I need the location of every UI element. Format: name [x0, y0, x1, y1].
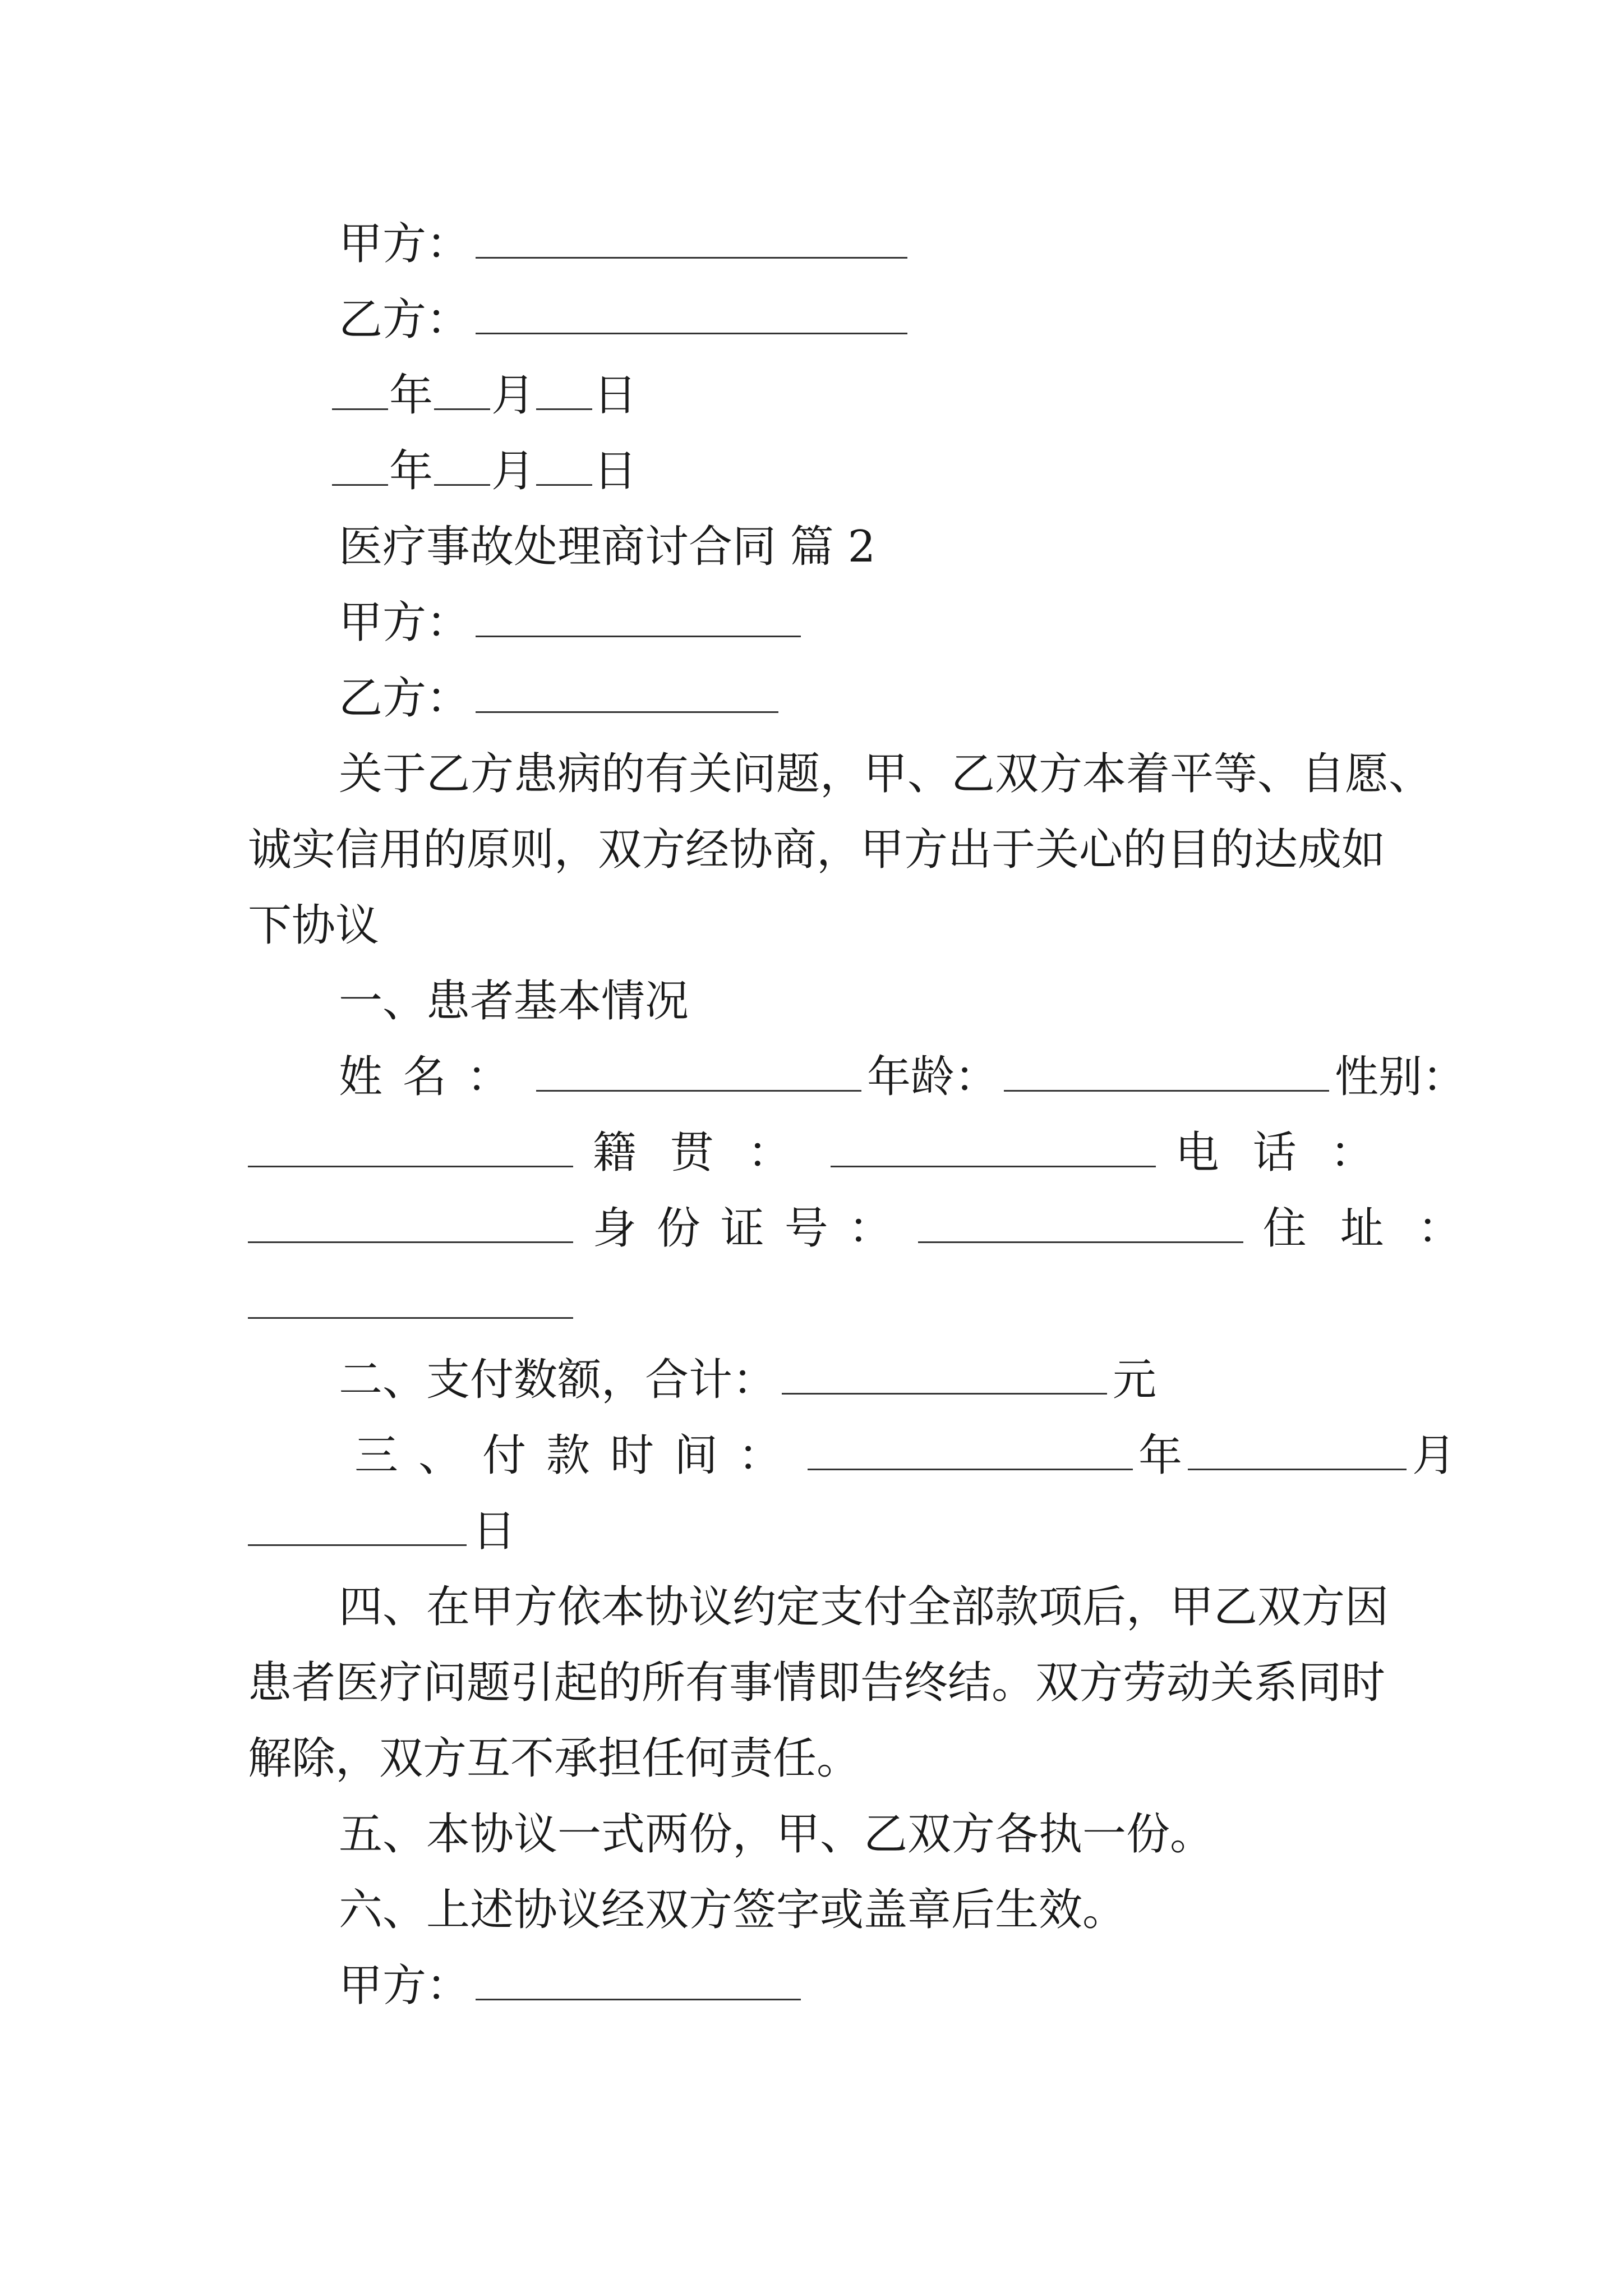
gender-label: 性别： — [1335, 1052, 1467, 1102]
section-2-amount — [339, 1346, 1472, 1414]
month-label: 月 — [1412, 1430, 1456, 1481]
id-number-blank — [918, 1207, 1243, 1243]
day-blank — [536, 374, 592, 410]
party-b-label: 乙方： — [339, 295, 471, 345]
party-b-blank — [476, 677, 778, 713]
section-4-line: 解除，双方互不承担任何责任。 — [248, 1733, 861, 1784]
party-b-line-2 — [339, 665, 1472, 732]
party-a-label: 甲方： — [339, 1961, 471, 2011]
party-a-blank — [476, 222, 907, 259]
party-a-signature-line — [339, 210, 1472, 278]
day-label: 日 — [593, 446, 638, 496]
intro-paragraph-line: 下协议 — [248, 900, 380, 951]
name-blank — [536, 1055, 861, 1092]
address-label: 住址： — [1262, 1203, 1495, 1254]
month-label: 月 — [491, 446, 536, 496]
party-a-line-3 — [339, 1952, 1472, 2019]
party-b-signature-line — [339, 286, 1472, 353]
section-3-payment-time — [354, 1422, 1487, 1489]
party-b-label: 乙方： — [339, 673, 471, 724]
patient-info-line-4 — [248, 1271, 1381, 1338]
age-label: 年龄： — [867, 1052, 999, 1102]
month-blank — [434, 449, 490, 486]
address-blank — [248, 1282, 573, 1319]
month-label: 月 — [491, 370, 536, 421]
party-a-label: 甲方： — [339, 219, 471, 269]
section-title: 医疗事故处理商讨合同 篇 2 — [339, 522, 876, 572]
patient-info-line-1 — [339, 1043, 1472, 1111]
payment-day-blank — [248, 1510, 467, 1546]
amount-blank — [782, 1358, 1107, 1395]
payment-year-blank — [808, 1434, 1133, 1470]
party-a-line-2 — [339, 589, 1472, 656]
section-4-line: 患者医疗问题引起的所有事情即告终结。双方劳动关系同时 — [248, 1658, 1386, 1708]
year-label: 年 — [1138, 1430, 1183, 1481]
id-number-label: 身份证号： — [592, 1203, 912, 1254]
year-blank — [332, 449, 388, 486]
phone-blank — [248, 1207, 573, 1243]
year-blank — [332, 374, 388, 410]
section-6: 六、上述协议经双方签字或盖章后生效。 — [339, 1885, 1127, 1935]
day-label: 日 — [472, 1506, 517, 1557]
patient-info-line-2 — [248, 1119, 1408, 1186]
section-5: 五、本协议一式两份，甲、乙双方各执一份。 — [339, 1809, 1214, 1860]
day-label: 日 — [593, 370, 638, 421]
section-1-heading: 一、患者基本情况 — [339, 976, 689, 1027]
name-label: 姓名： — [339, 1052, 531, 1102]
intro-paragraph-line: 关于乙方患病的有关问题，甲、乙双方本着平等、自愿、 — [339, 749, 1433, 799]
section-3-payment-day — [248, 1498, 1381, 1565]
section-4-line: 四、在甲方依本协议约定支付全部款项后，甲乙双方因 — [339, 1582, 1389, 1632]
origin-blank — [831, 1131, 1156, 1167]
party-a-blank — [476, 601, 801, 637]
payment-time-label: 三、付款时间： — [354, 1430, 803, 1481]
month-blank — [434, 374, 490, 410]
year-label: 年 — [389, 446, 434, 496]
date-line-2 — [331, 438, 1464, 505]
phone-label: 电话： — [1175, 1128, 1408, 1178]
intro-paragraph-line: 诚实信用的原则，双方经协商，甲方出于关心的目的达成如 — [248, 825, 1386, 875]
yuan-label: 元 — [1113, 1355, 1157, 1405]
party-a-blank — [476, 1964, 801, 2000]
age-blank — [1004, 1055, 1329, 1092]
date-line-1 — [331, 362, 1464, 429]
party-a-label: 甲方： — [339, 597, 471, 648]
party-b-blank — [476, 298, 907, 334]
year-label: 年 — [389, 370, 434, 421]
amount-label: 二、支付数额，合计： — [339, 1355, 777, 1405]
gender-blank — [248, 1131, 573, 1167]
origin-label: 籍贯： — [592, 1128, 825, 1178]
day-blank — [536, 449, 592, 486]
patient-info-line-3 — [248, 1195, 1495, 1262]
payment-month-blank — [1188, 1434, 1407, 1470]
